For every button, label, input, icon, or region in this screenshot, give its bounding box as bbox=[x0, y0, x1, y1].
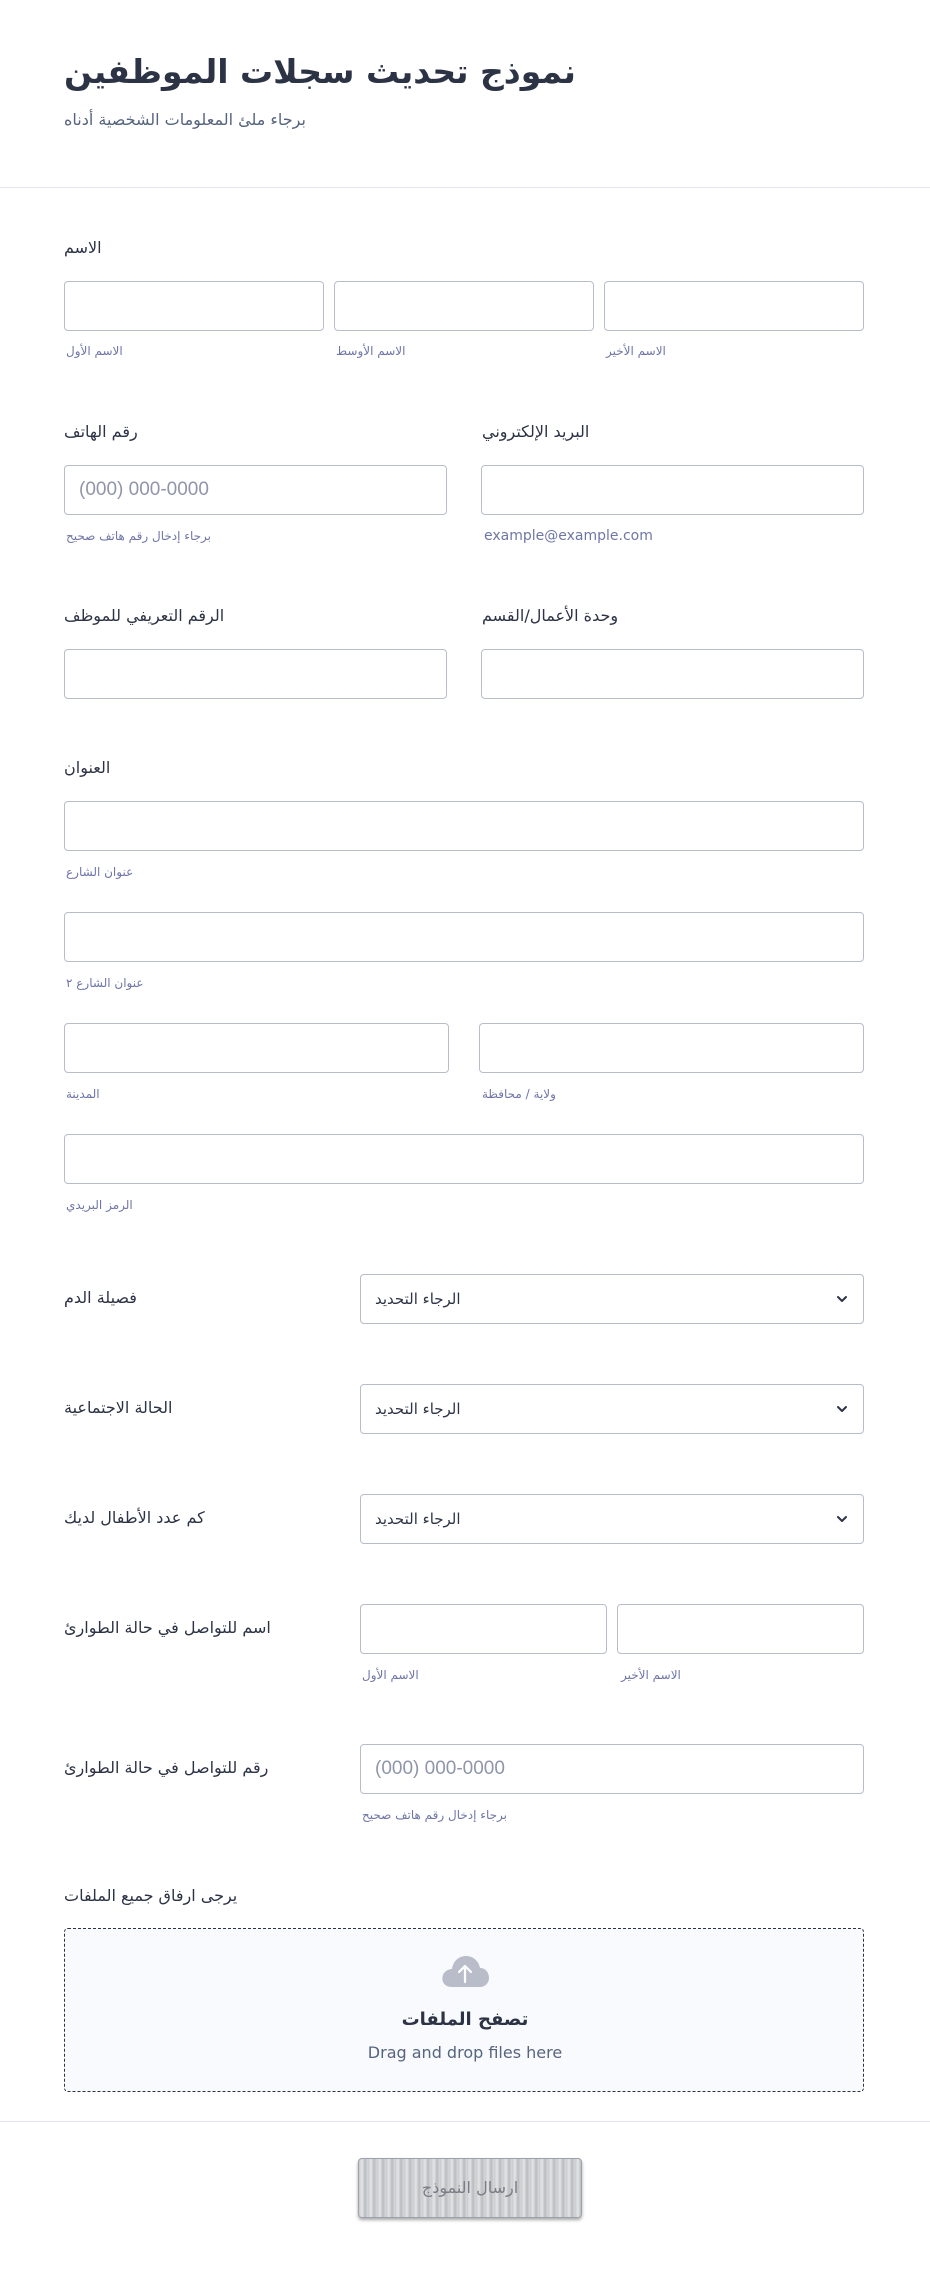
email-label: البريد الإلكتروني bbox=[482, 422, 590, 441]
files-label: يرجى ارفاق جميع الملفات bbox=[64, 1886, 238, 1905]
page-title: نموذج تحديث سجلات الموظفين bbox=[64, 52, 576, 91]
street-address-2-input[interactable] bbox=[64, 912, 864, 962]
blood-type-value: الرجاء التحديد bbox=[375, 1290, 461, 1308]
cloud-upload-icon bbox=[440, 1953, 490, 1989]
zip-input[interactable] bbox=[64, 1134, 864, 1184]
last-name-sublabel: الاسم الأخير bbox=[606, 344, 666, 358]
chevron-down-icon bbox=[835, 1512, 849, 1526]
employee-id-input[interactable] bbox=[64, 649, 447, 699]
submit-button[interactable]: ارسال النموذج bbox=[358, 2158, 582, 2218]
chevron-down-icon bbox=[835, 1292, 849, 1306]
address-label: العنوان bbox=[64, 758, 111, 777]
emergency-last-name-sublabel: الاسم الأخير bbox=[621, 1668, 681, 1682]
page-subtitle: برجاء ملئ المعلومات الشخصية أدناه bbox=[64, 110, 306, 129]
city-input[interactable] bbox=[64, 1023, 449, 1073]
marital-status-select[interactable] bbox=[360, 1384, 864, 1434]
emergency-first-name-input[interactable] bbox=[360, 1604, 607, 1654]
children-value: الرجاء التحديد bbox=[375, 1510, 461, 1528]
street-address-2-sublabel: عنوان الشارع ٢ bbox=[66, 976, 144, 990]
drag-drop-text: Drag and drop files here bbox=[367, 2043, 563, 2062]
first-name-input[interactable] bbox=[64, 281, 324, 331]
children-select[interactable] bbox=[360, 1494, 864, 1544]
emergency-phone-hint: برجاء إدخال رقم هاتف صحيح bbox=[362, 1808, 507, 1822]
emergency-name-label: اسم للتواصل في حالة الطوارئ bbox=[64, 1618, 271, 1637]
name-label: الاسم bbox=[64, 238, 102, 257]
department-label: وحدة الأعمال/القسم bbox=[482, 606, 619, 625]
emergency-last-name-input[interactable] bbox=[617, 1604, 864, 1654]
emergency-phone-label: رقم للتواصل في حالة الطوارئ bbox=[64, 1758, 269, 1777]
file-dropzone[interactable] bbox=[64, 1928, 864, 2092]
marital-status-label: الحالة الاجتماعية bbox=[64, 1398, 173, 1417]
state-input[interactable] bbox=[479, 1023, 864, 1073]
middle-name-input[interactable] bbox=[334, 281, 594, 331]
blood-type-select[interactable] bbox=[360, 1274, 864, 1324]
zip-sublabel: الرمز البريدي bbox=[66, 1198, 133, 1212]
form-header bbox=[0, 0, 930, 188]
state-sublabel: ولاية / محافظة bbox=[482, 1087, 556, 1101]
marital-status-value: الرجاء التحديد bbox=[375, 1400, 461, 1418]
phone-label: رقم الهاتف bbox=[64, 422, 138, 441]
browse-files-link[interactable]: تصفح الملفات bbox=[401, 2009, 529, 2030]
chevron-down-icon bbox=[835, 1402, 849, 1416]
phone-hint: برجاء إدخال رقم هاتف صحيح bbox=[66, 529, 211, 543]
street-address-sublabel: عنوان الشارع bbox=[66, 865, 134, 879]
department-input[interactable] bbox=[481, 649, 864, 699]
email-hint: example@example.com bbox=[484, 528, 653, 544]
blood-type-label: فصيلة الدم bbox=[64, 1288, 137, 1307]
first-name-sublabel: الاسم الأول bbox=[66, 344, 123, 358]
phone-input[interactable]: (000) 000-0000 bbox=[64, 465, 447, 515]
street-address-input[interactable] bbox=[64, 801, 864, 851]
city-sublabel: المدينة bbox=[66, 1087, 100, 1101]
last-name-input[interactable] bbox=[604, 281, 864, 331]
children-label: كم عدد الأطفال لديك bbox=[64, 1508, 205, 1527]
emergency-first-name-sublabel: الاسم الأول bbox=[362, 1668, 419, 1682]
email-input[interactable] bbox=[481, 465, 864, 515]
employee-id-label: الرقم التعريفي للموظف bbox=[64, 606, 225, 625]
emergency-phone-input[interactable]: (000) 000-0000 bbox=[360, 1744, 864, 1794]
middle-name-sublabel: الاسم الأوسط bbox=[336, 344, 406, 358]
footer-divider bbox=[0, 2121, 930, 2122]
